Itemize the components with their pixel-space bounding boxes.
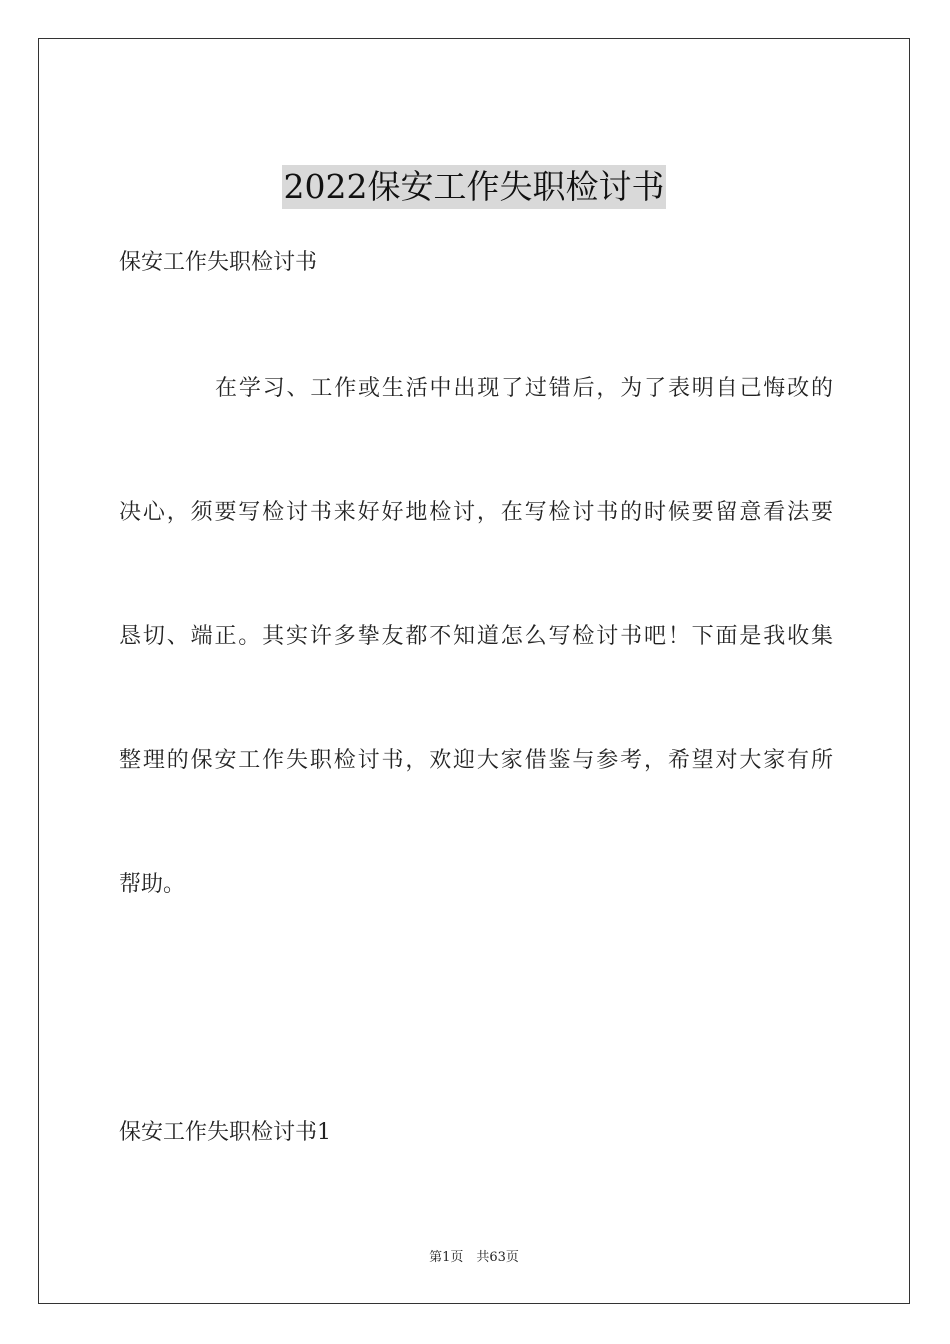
intro-line-1: 在学习、工作或生活中出现了过错后，为了表明自己悔改的	[215, 376, 833, 401]
section-heading: 保安工作失职检讨书1	[119, 1120, 331, 1145]
intro-line-4: 整理的保安工作失职检讨书，欢迎大家借鉴与参考，希望对大家有所	[119, 748, 833, 773]
document-title: 2022保安工作失职检讨书	[282, 165, 667, 209]
title-wrapper	[39, 165, 909, 209]
intro-line-3: 恳切、端正。其实许多挚友都不知道怎么写检讨书吧！下面是我收集	[119, 624, 833, 649]
intro-line-2: 决心，须要写检讨书来好好地检讨，在写检讨书的时候要留意看法要	[119, 500, 833, 525]
document-subtitle: 保安工作失职检讨书	[119, 250, 318, 275]
intro-line-5: 帮助。	[119, 872, 186, 897]
page-footer: 第1页 共63页	[429, 1250, 519, 1265]
document-page	[38, 38, 910, 1304]
